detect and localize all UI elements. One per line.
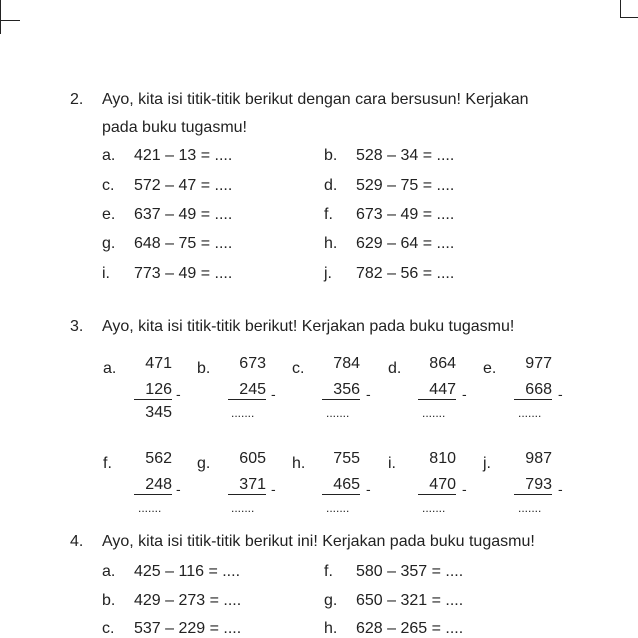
question-text-line-1: Ayo, kita isi titik-titik berikut! Kerjakan pada buku tugasmu! bbox=[102, 318, 515, 335]
subtrahend: 126 bbox=[134, 381, 172, 400]
minus-sign: - bbox=[271, 386, 276, 402]
minus-sign: - bbox=[271, 481, 276, 497]
minuend: 562 bbox=[145, 450, 172, 467]
item-letter: e. bbox=[483, 360, 497, 377]
item-letter: h. bbox=[292, 455, 306, 472]
minuend: 810 bbox=[429, 450, 456, 467]
result-blank: ....... bbox=[422, 501, 446, 515]
question-text-line-1: Ayo, kita isi titik-titik berikut ini! Kerjakan pada buku tugasmu! bbox=[102, 533, 535, 550]
item-letter: e. bbox=[102, 206, 116, 223]
item-expression: 429 – 273 = .... bbox=[134, 592, 242, 609]
result-blank: ....... bbox=[422, 406, 446, 420]
item-letter: b. bbox=[102, 592, 116, 609]
subtrahend: 371 bbox=[228, 476, 266, 495]
subtrahend: 470 bbox=[418, 476, 456, 495]
item-expression: 673 – 49 = .... bbox=[356, 206, 455, 223]
subtrahend: 245 bbox=[228, 381, 266, 400]
subtrahend: 793 bbox=[514, 476, 552, 495]
item-expression: 425 – 116 = .... bbox=[134, 563, 241, 580]
result-blank: ....... bbox=[326, 406, 350, 420]
item-expression: 537 – 229 = .... bbox=[134, 620, 242, 637]
item-letter: b. bbox=[197, 360, 211, 377]
item-expression: 628 – 265 = .... bbox=[356, 620, 464, 637]
subtrahend: 248 bbox=[134, 476, 172, 495]
minus-sign: - bbox=[366, 481, 371, 497]
result-blank: ....... bbox=[138, 501, 162, 515]
crop-mark-right-horizontal bbox=[620, 17, 638, 18]
item-letter: h. bbox=[324, 620, 338, 637]
item-expression: 650 – 321 = .... bbox=[356, 592, 464, 609]
crop-mark-right-vertical bbox=[620, 0, 621, 18]
crop-mark-left-horizontal bbox=[0, 20, 20, 21]
item-expression: 580 – 357 = .... bbox=[356, 563, 464, 580]
minuend: 673 bbox=[239, 355, 266, 372]
minus-sign: - bbox=[366, 386, 371, 402]
item-letter: h. bbox=[324, 235, 338, 252]
item-expression: 773 – 49 = .... bbox=[134, 265, 233, 282]
result-blank: ....... bbox=[231, 406, 255, 420]
subtrahend: 447 bbox=[418, 381, 456, 400]
item-letter: f. bbox=[324, 563, 333, 580]
minus-sign: - bbox=[176, 481, 181, 497]
minus-sign: - bbox=[462, 481, 467, 497]
item-letter: a. bbox=[103, 360, 117, 377]
result-blank: ....... bbox=[231, 501, 255, 515]
item-expression: 637 – 49 = .... bbox=[134, 206, 233, 223]
result-blank: ....... bbox=[518, 501, 542, 515]
item-letter: b. bbox=[324, 147, 338, 164]
item-letter: a. bbox=[102, 147, 116, 164]
item-letter: f. bbox=[324, 206, 333, 223]
item-letter: c. bbox=[102, 620, 115, 637]
item-expression: 648 – 75 = .... bbox=[134, 235, 233, 252]
subtrahend: 668 bbox=[514, 381, 552, 400]
item-letter: i. bbox=[388, 455, 396, 472]
question-number: 4. bbox=[70, 533, 84, 550]
item-letter: j. bbox=[324, 265, 332, 282]
item-letter: c. bbox=[102, 177, 115, 194]
item-expression: 572 – 47 = .... bbox=[134, 177, 233, 194]
question-text-line-2: pada buku tugasmu! bbox=[102, 119, 247, 136]
item-letter: g. bbox=[324, 592, 338, 609]
minuend: 471 bbox=[145, 355, 172, 372]
item-letter: f. bbox=[103, 455, 112, 472]
minuend: 977 bbox=[525, 355, 552, 372]
item-expression: 629 – 64 = .... bbox=[356, 235, 455, 252]
item-letter: j. bbox=[483, 455, 491, 472]
question-number: 3. bbox=[70, 318, 84, 335]
minus-sign: - bbox=[558, 386, 563, 402]
result-blank: ....... bbox=[326, 501, 350, 515]
question-text-line-1: Ayo, kita isi titik-titik berikut dengan cara bersusun! Kerjakan bbox=[102, 91, 529, 108]
minuend: 605 bbox=[239, 450, 266, 467]
crop-mark-left-vertical bbox=[0, 0, 1, 34]
result: 345 bbox=[145, 404, 172, 421]
item-letter: a. bbox=[102, 563, 116, 580]
minuend: 864 bbox=[429, 355, 456, 372]
question-number: 2. bbox=[70, 91, 84, 108]
minuend: 987 bbox=[525, 450, 552, 467]
item-letter: d. bbox=[388, 360, 402, 377]
item-letter: g. bbox=[197, 455, 211, 472]
item-expression: 529 – 75 = .... bbox=[356, 177, 455, 194]
minuend: 784 bbox=[333, 355, 360, 372]
minuend: 755 bbox=[333, 450, 360, 467]
item-expression: 421 – 13 = .... bbox=[134, 147, 233, 164]
item-letter: i. bbox=[102, 265, 110, 282]
minus-sign: - bbox=[176, 386, 181, 402]
minus-sign: - bbox=[462, 386, 467, 402]
result-blank: ....... bbox=[518, 406, 542, 420]
item-letter: g. bbox=[102, 235, 116, 252]
subtrahend: 356 bbox=[322, 381, 360, 400]
item-expression: 782 – 56 = .... bbox=[356, 265, 455, 282]
item-letter: d. bbox=[324, 177, 338, 194]
item-letter: c. bbox=[292, 360, 305, 377]
minus-sign: - bbox=[558, 481, 563, 497]
subtrahend: 465 bbox=[322, 476, 360, 495]
item-expression: 528 – 34 = .... bbox=[356, 147, 455, 164]
